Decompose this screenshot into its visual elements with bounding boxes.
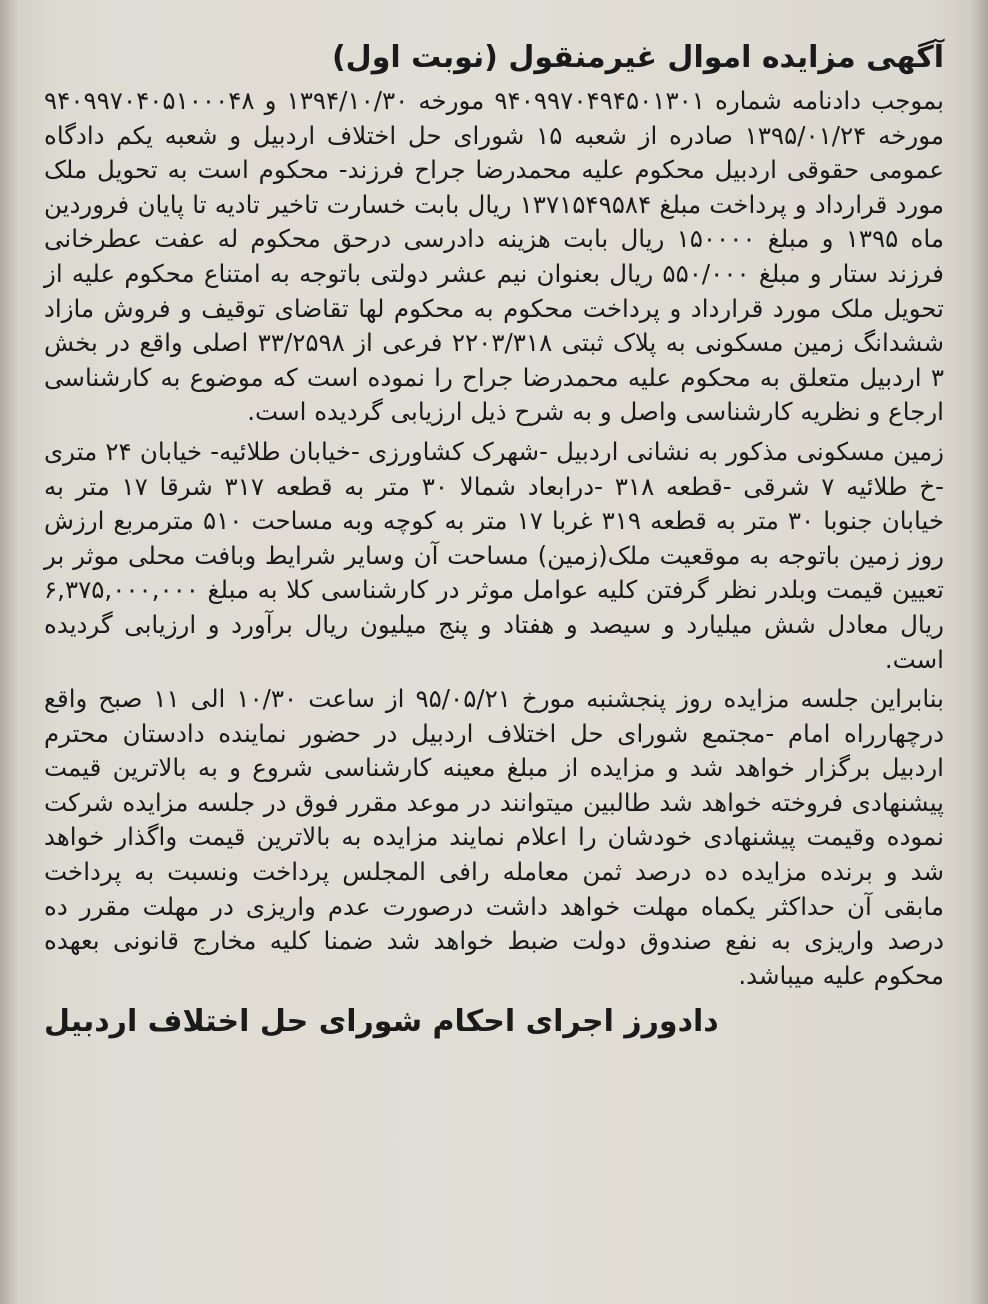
scan-shadow-right [970,0,988,1304]
notice-paragraph-property: زمین مسکونی مذکور به نشانی اردبیل -شهرک کشاورزی -خیابان طلائیه- خیابان ۲۴ متری -خ طلائیه ۷ شرقی -قطعه ۳۱۸ -درابعاد شمالا ۳۰ متر به قطعه ۳۱۷ شرقا ۱۷ متر به خیابان جنوبا ۳۰ متر به قطعه ۳۱۹ غربا ۱۷ متر به کوچه وبه مساحت ۵۱۰ مترمربع ارزش روز زمین باتوجه به موقعیت ملک(زمین) مساحت آن وسایر شرایط وبافت محلی موثر بر تعیین قیمت وبلدر نظر گرفتن کلیه عوامل موثر در کارشناسی کلا به مبلغ ۶,۳۷۵,۰۰۰,۰۰۰ ریال معادل شش میلیارد و سیصد و هفتاد و پنج میلیون ریال برآورد و ارزیابی گردیده است. [44,436,945,674]
notice-paragraph-auction: بنابراین جلسه مزایده روز پنجشنبه مورخ ۹۵/۰۵/۲۱ از ساعت ۱۰/۳۰ الی ۱۱ صبح واقع درچهارراه امام -مجتمع شورای حل اختلاف اردبیل در حضور نماینده دادستان محترم اردبیل برگزار خواهد شد و مزایده از مبلغ معینه کارشناسی شروع و به بالاترین قیمت پیشنهادی فروخته خواهد شد طالبین میتوانند در موعد مقرر فوق در جلسه مزایده شرکت نموده وقیمت پیشنهادی خودشان را اعلام نمایند مزایده به بالاترین قیمت واگذار خواهد شد و برنده مزایده ده درصد ثمن معامله رافی المجلس پرداخت ونسبت به پرداخت مابقی آن حداکثر یکماه مهلت خواهد داشت درصورت عدم واریزی در مهلت مقرر ده درصد واریزی به نفع صندوق دولت ضبط خواهد شد ضمنا کلیه مخارج قانونی بعهده محکوم علیه میباشد. [44,684,944,990]
notice-title: آگهی مزایده اموال غیرمنقول (نوبت اول) [331,40,944,75]
scan-shadow-left [0,0,18,1304]
notice-paragraph-judgment: بموجب دادنامه شماره ۹۴۰۹۹۷۰۴۹۴۵۰۱۳۰۱ مورخه ۱۳۹۴/۱۰/۳۰ و ۹۴۰۹۹۷۰۴۰۵۱۰۰۰۴۸ مورخه ۱۳۹۵/۰۱/۲۴ صادره از شعبه ۱۵ شورای حل اختلاف اردبیل و شعبه یکم دادگاه عمومی حقوقی اردبیل محکوم علیه محمدرضا جراح فرزند- محکوم است به تحویل ملک مورد قرارداد و پرداخت مبلغ ۱۳۷۱۵۴۹۵۸۴ ریال بابت خسارت تاخیر تادیه تا پایان فروردین ماه ۱۳۹۵ و مبلغ ۱۵۰۰۰۰ ریال بابت هزینه دادرسی درحق محکوم له عفت عطرخانی فرزند ستار و مبلغ ۵۵۰/۰۰۰ ریال بعنوان نیم عشر دولتی باتوجه به امتناع محکوم علیه از تحویل ملک مورد قرارداد و پرداخت محکوم به محکوم لها تقاضای توقیف و فروش مازاد ششدانگ زمین مسکونی به پلاک ثبتی ۲۲۰۳/۳۱۸ فرعی از ۳۳/۲۵۹۸ اصلی واقع در بخش ۳ اردبیل متعلق به محکوم علیه محمدرضا جراح را نموده است که موضوع به کارشناسی ارجاع و نظریه کارشناسی واصل و به شرح ذیل ارزیابی گردیده است. [44,86,945,427]
notice-signature: دادورز اجرای احکام شورای حل اختلاف اردبیل [44,1004,719,1040]
